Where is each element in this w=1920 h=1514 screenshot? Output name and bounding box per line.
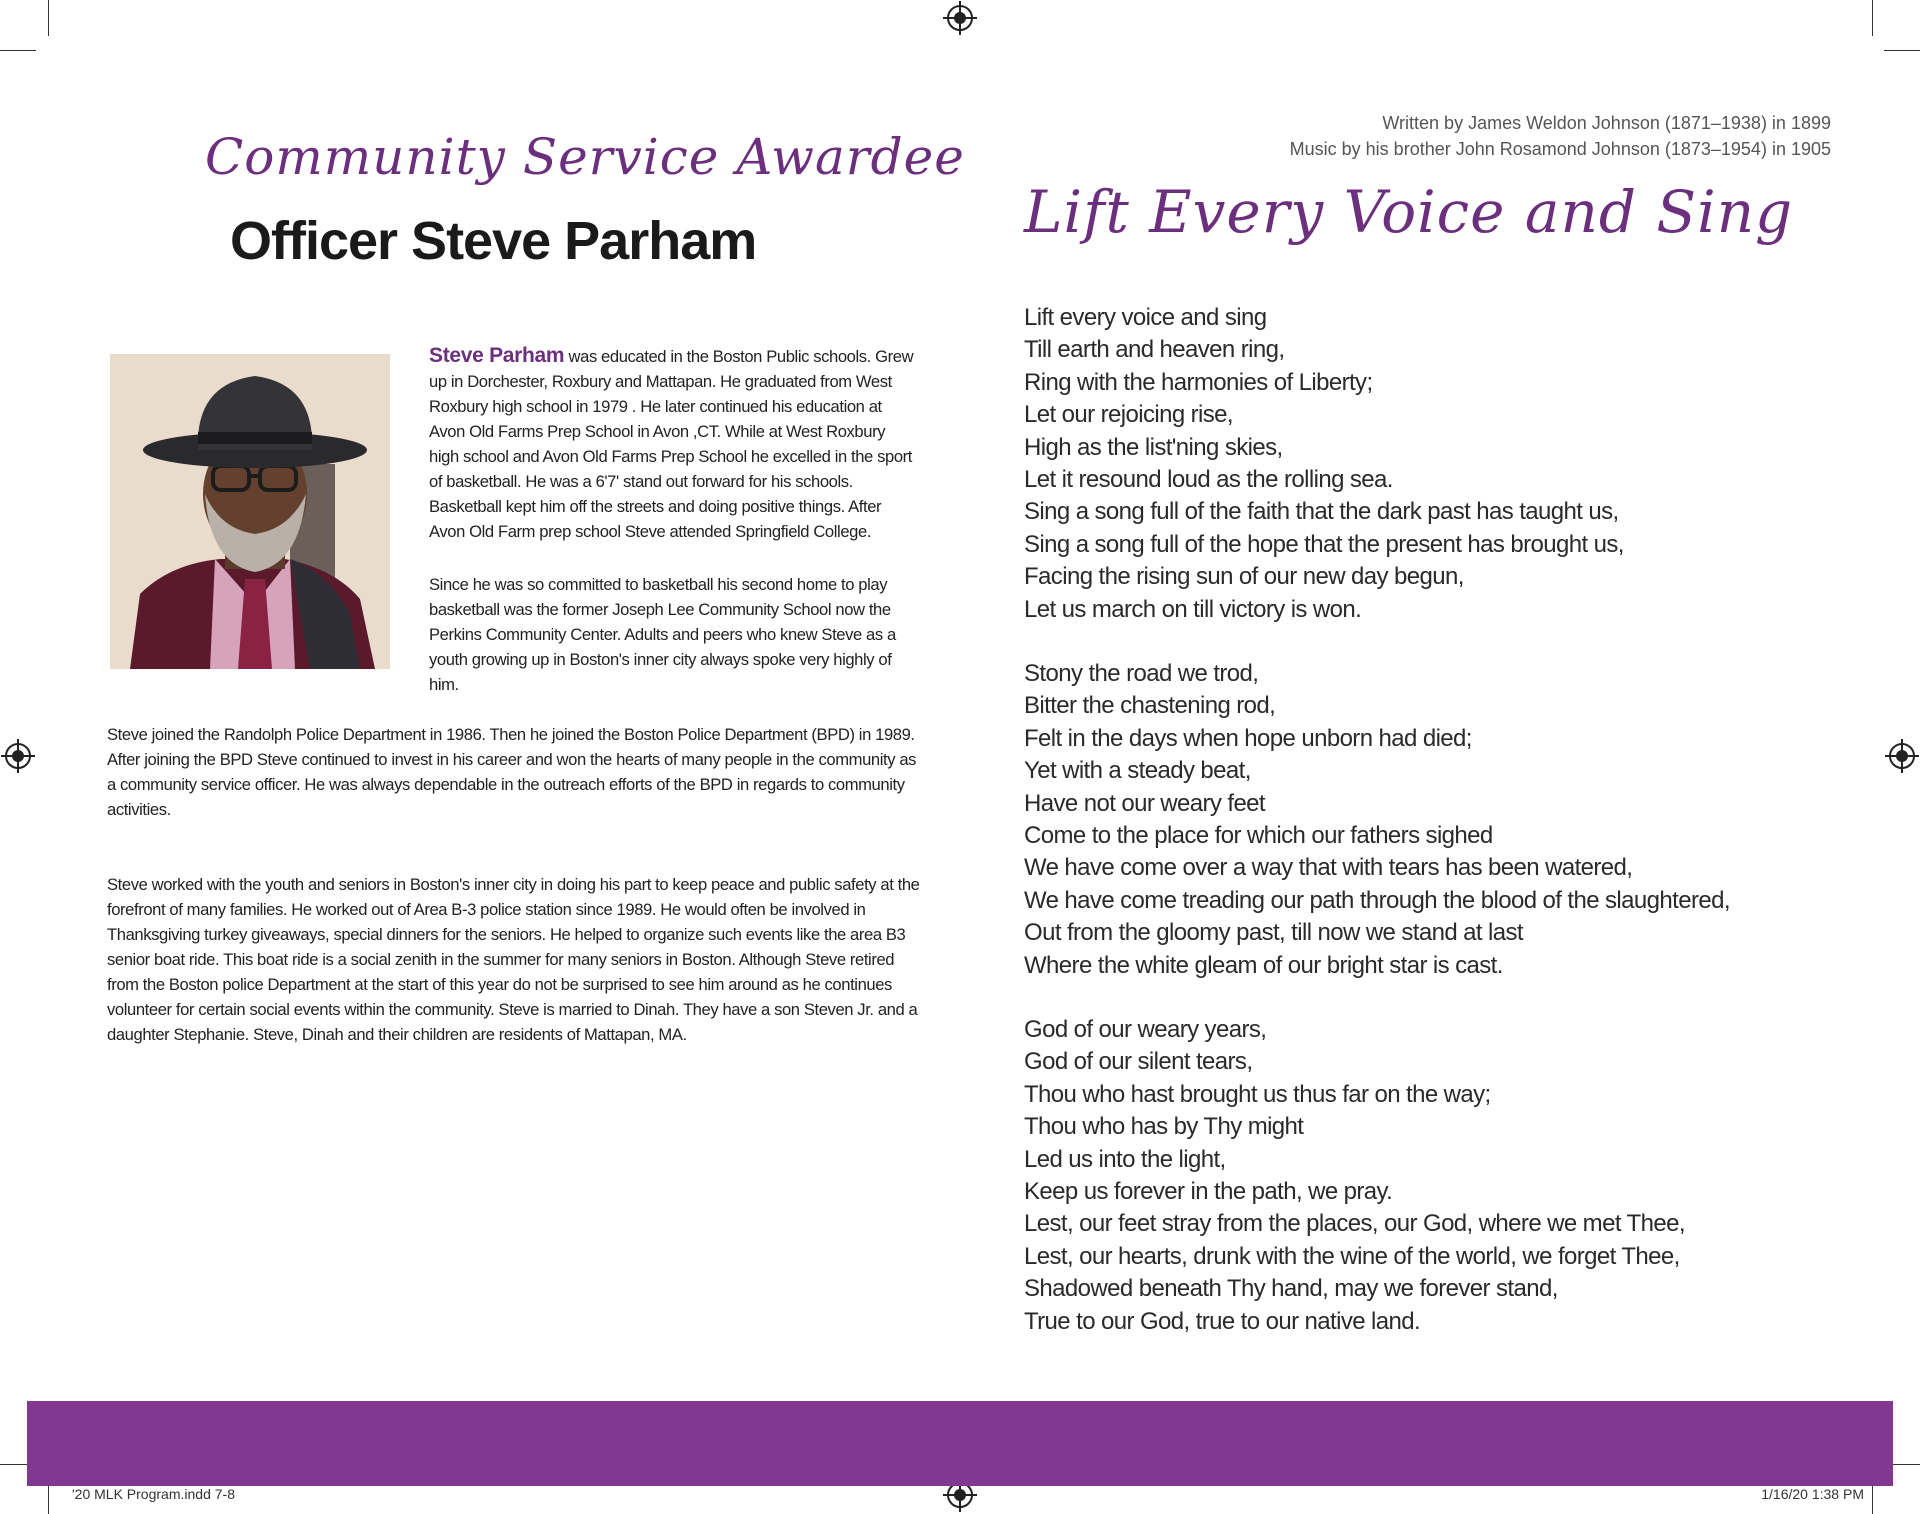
lyric-line: Stony the road we trod,: [1024, 660, 1259, 687]
lyric-line: We have come treading our path through the blood of the slaughtered,: [1024, 886, 1730, 914]
bio-paragraph-1-text: was educated in the Boston Public schools. Grew up in Dorchester, Roxbury and Mattapan. He graduated from West Roxbury high school in 1979 . He later continued his education at Avon Old Farms Prep School in Avon ,CT. While at West Roxbury high school and Avon Old Farms Prep School he excelled in the sport of basketball. He was a 6'7' stand out forward for his schools. Basketball kept him off the streets and doing positive things. After Avon Old Farm prep school Steve attended Springfield College.: [429, 347, 914, 541]
lyric-line: Thou who has by Thy might: [1024, 1113, 1304, 1141]
honoree-photo: [110, 354, 390, 669]
stanza-3: [1024, 1014, 1784, 1338]
song-title: Lift Every Voice and Sing: [1024, 178, 1794, 246]
bio-paragraph-2: Since he was so committed to basketball his second home to play basketball was the former Joseph Lee Community School now the Perkins Community Center. Adults and peers who knew Steve as a youth growing up in Boston's inner city always spoke very highly of him.: [429, 575, 896, 694]
lyric-line: Keep us forever in the path, we pray.: [1024, 1178, 1393, 1206]
lyric-line: Sing a song full of the hope that the present has brought us,: [1024, 530, 1624, 558]
lyric-line: Till earth and heaven ring,: [1024, 336, 1285, 364]
lyric-line: God of our weary years,: [1024, 1016, 1267, 1043]
lyric-line: Felt in the days when hope unborn had died;: [1024, 724, 1472, 752]
credit-writer: Written by James Weldon Johnson (1871–1938) in 1899: [1382, 113, 1831, 133]
honoree-name: Officer Steve Parham: [230, 211, 757, 271]
lyric-line: Where the white gleam of our bright star is cast.: [1024, 951, 1503, 979]
lyric-line: Let us march on till victory is won.: [1024, 595, 1362, 623]
lyric-line: Let it resound loud as the rolling sea.: [1024, 466, 1393, 494]
crop-mark: [48, 0, 49, 36]
stanza-1: [1024, 302, 1784, 626]
lyric-line: Lest, our feet stray from the places, our God, where we met Thee,: [1024, 1210, 1685, 1238]
lyric-line: Bitter the chastening rod,: [1024, 692, 1276, 720]
registration-mark-icon: [1889, 743, 1915, 769]
lyric-line: True to our God, true to our native land.: [1024, 1307, 1421, 1335]
crop-mark: [1872, 0, 1873, 36]
lyric-line: Lift every voice and sing: [1024, 304, 1267, 331]
lyric-line: Lest, our hearts, drunk with the wine of the world, we forget Thee,: [1024, 1242, 1680, 1270]
lyric-line: Led us into the light,: [1024, 1145, 1226, 1173]
song-credits: [1290, 110, 1831, 162]
lyric-line: God of our silent tears,: [1024, 1048, 1253, 1076]
slug-filename: '20 MLK Program.indd 7-8: [72, 1486, 235, 1502]
crop-mark: [0, 50, 36, 51]
registration-mark-icon: [947, 5, 973, 31]
lyric-line: Thou who hast brought us thus far on the way;: [1024, 1080, 1491, 1108]
lyric-line: High as the list'ning skies,: [1024, 433, 1283, 461]
lyric-line: Facing the rising sun of our new day begun,: [1024, 563, 1464, 591]
bio-paragraph-4: Steve worked with the youth and seniors in Boston's inner city in doing his part to keep peace and public safety at the forefront of many families. He worked out of Area B-3 police station since 1989. He would often be involved in Thanksgiving turkey giveaways, special dinners for the seniors. He helped to organize such events like the area B3 senior boat ride. This boat ride is a social zenith in the summer for many seniors in Boston. Although Steve retired from the Boston police Department at the start of this year do not be surprised to see him around as he continues volunteer for certain social events within the community. Steve is married to Dinah. They have a son Steven Jr. and a daughter Stephanie. Steve, Dinah and their children are residents of Mattapan, MA.: [107, 875, 920, 1044]
lyric-line: Ring with the harmonies of Liberty;: [1024, 368, 1373, 396]
crop-mark: [1884, 50, 1920, 51]
credit-composer: Music by his brother John Rosamond Johnson (1873–1954) in 1905: [1289, 139, 1831, 159]
slug-timestamp: 1/16/20 1:38 PM: [1761, 1486, 1864, 1502]
lyric-line: Let our rejoicing rise,: [1024, 401, 1233, 429]
bio-paragraph-3: Steve joined the Randolph Police Department in 1986. Then he joined the Boston Police Department (BPD) in 1989. After joining the BPD Steve continued to invest in his career and won the hearts of many people in the community as a community service officer. He was always dependable in the outreach efforts of the BPD in regards to community activities.: [107, 725, 917, 819]
portrait-illustration: [110, 354, 390, 669]
award-heading: Community Service Awardee: [205, 128, 965, 186]
lyric-line: Have not our weary feet: [1024, 789, 1266, 817]
footer-color-band: [27, 1401, 1893, 1486]
lyric-line: We have come over a way that with tears has been watered,: [1024, 854, 1633, 882]
registration-mark-icon: [5, 743, 31, 769]
lyric-line: Come to the place for which our fathers sighed: [1024, 822, 1493, 850]
lyric-line: Out from the gloomy past, till now we stand at last: [1024, 919, 1523, 947]
stanza-2: [1024, 658, 1784, 982]
bio-paragraph-1: [429, 343, 919, 544]
lyric-line: Shadowed beneath Thy hand, may we forever stand,: [1024, 1275, 1558, 1303]
lyric-line: Yet with a steady beat,: [1024, 757, 1251, 785]
lyric-line: Sing a song full of the faith that the dark past has taught us,: [1024, 498, 1619, 526]
bio-lead-name: Steve Parham: [429, 344, 565, 367]
